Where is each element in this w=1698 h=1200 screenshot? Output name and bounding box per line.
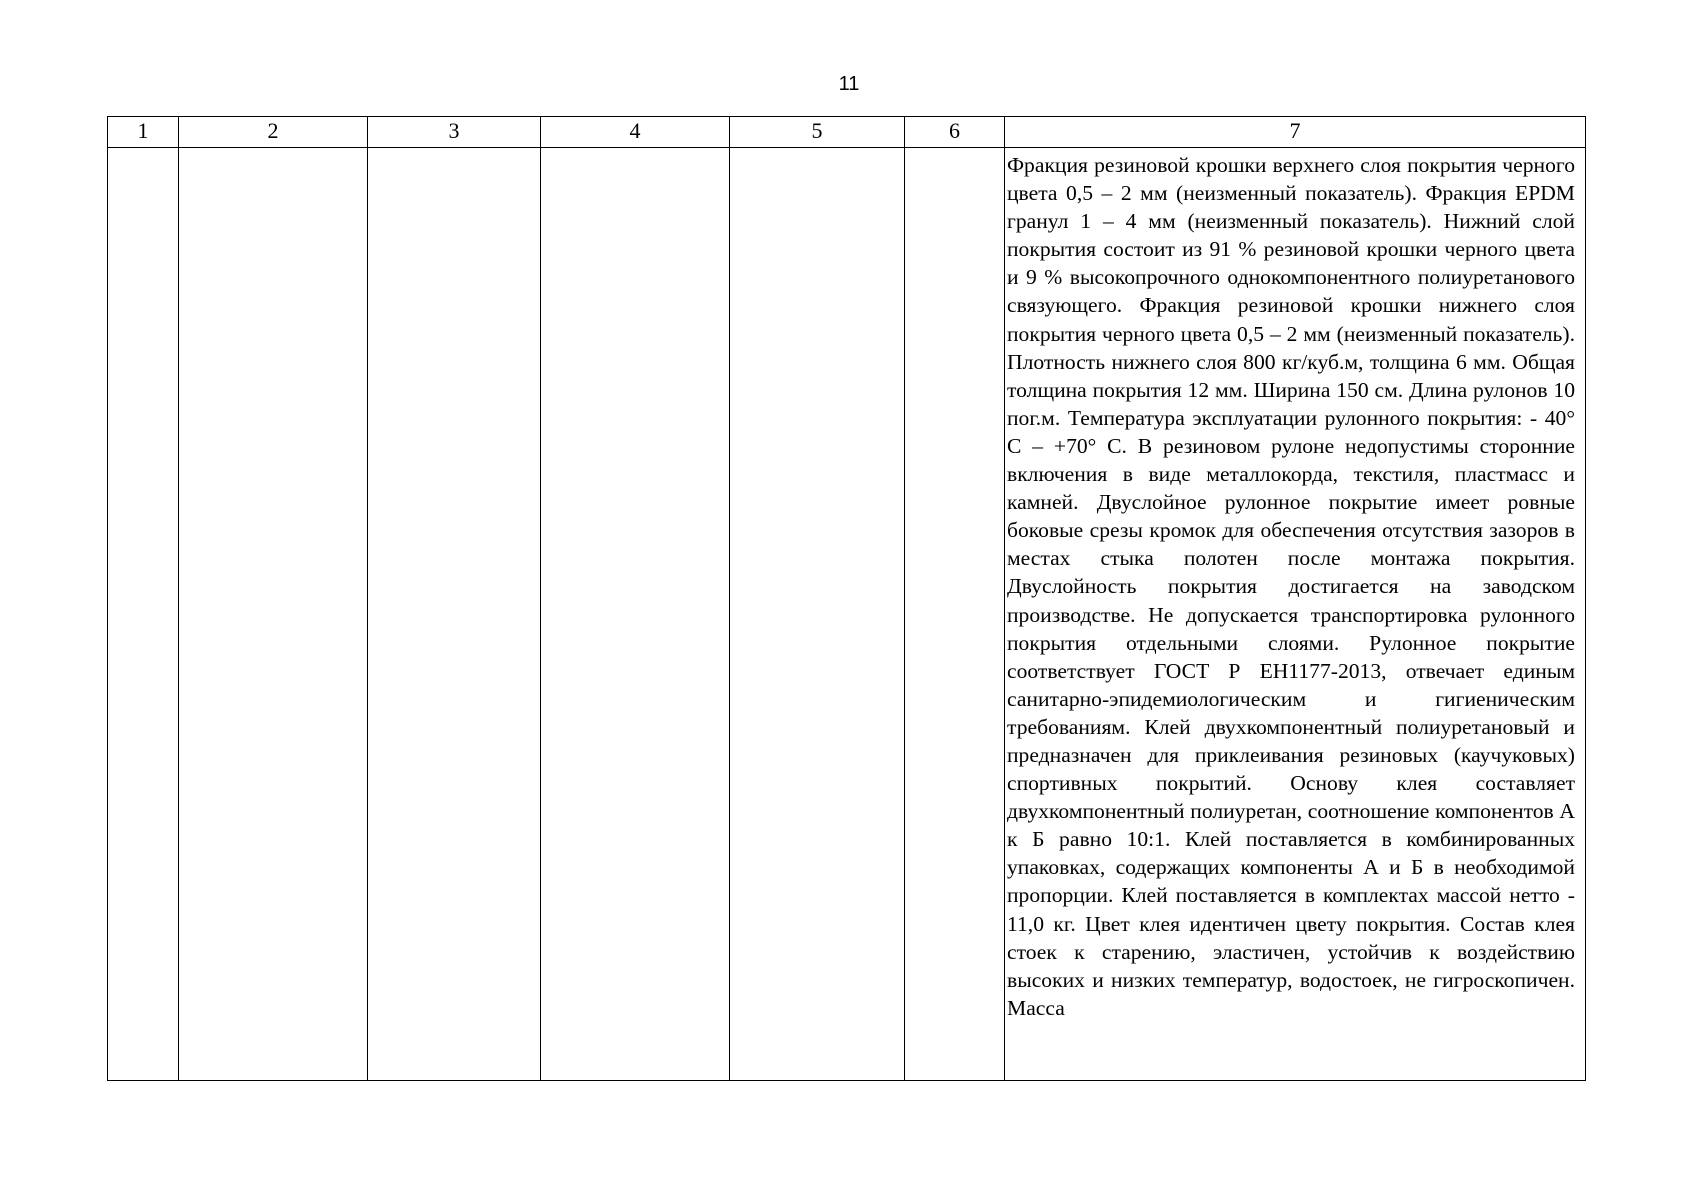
table-header-row xyxy=(108,117,1586,148)
page-number: 11 xyxy=(838,73,860,95)
column-header-1: 1 xyxy=(108,117,179,148)
cell-col-2 xyxy=(179,148,368,1081)
cell-col-3 xyxy=(368,148,541,1081)
column-header-7: 7 xyxy=(1005,117,1586,148)
column-header-6: 6 xyxy=(905,117,1005,148)
specification-table xyxy=(107,116,1586,1081)
column-header-4: 4 xyxy=(541,117,730,148)
column-header-5: 5 xyxy=(730,117,905,148)
column-header-2: 2 xyxy=(179,117,368,148)
cell-col-1 xyxy=(108,148,179,1081)
cell-col-5 xyxy=(730,148,905,1081)
table-row xyxy=(108,148,1586,1081)
specification-text-cell: Фракция резиновой крошки верхнего слоя покрытия черного цвета 0,5 – 2 мм (неизменный показатель). Фракция EPDM гранул 1 – 4 мм (неизменный показатель). Нижний слой покрытия состоит из 91 % резиновой крошки черного цвета и 9 % высокопрочного однокомпонентного полиуретанового связующего. Фракция резиновой крошки нижнего слоя покрытия черного цвета 0,5 – 2 мм (неизменный показатель). Плотность нижнего слоя 800 кг/куб.м, толщина 6 мм. Общая толщина покрытия 12 мм. Ширина 150 см. Длина рулонов 10 пог.м. Температура эксплуатации рулонного покрытия: - 40° С – +70° С. В резиновом рулоне недопустимы сторонние включения в виде металлокорда, текстиля, пластмасс и камней. Двуслойное рулонное покрытие имеет ровные боковые срезы кромок для обеспечения отсутствия зазоров в местах стыка полотен после монтажа покрытия. Двуслойность покрытия достигается на заводском производстве. Не допускается транспортировка рулонного покрытия отдельными слоями. Рулонное покрытие соответствует ГОСТ Р ЕН1177-2013, отвечает единым санитарно-эпидемиологическим и гигиеническим требованиям. Клей двухкомпонентный полиуретановый и предназначен для приклеивания резиновых (каучуковых) спортивных покрытий. Основу клея составляет двухкомпонентный полиуретан, соотношение компонентов А к Б равно 10:1. Клей поставляется в комбинированных упаковках, содержащих компоненты А и Б в необходимой пропорции. Клей поставляется в комплектах массой нетто - 11,0 кг. Цвет клея идентичен цвету покрытия. Состав клея стоек к старению, эластичен, устойчив к воздействию высоких и низких температур, водостоек, не гигроскопичен. Масса xyxy=(1005,148,1586,1081)
cell-col-6 xyxy=(905,148,1005,1081)
column-header-3: 3 xyxy=(368,117,541,148)
cell-col-4 xyxy=(541,148,730,1081)
